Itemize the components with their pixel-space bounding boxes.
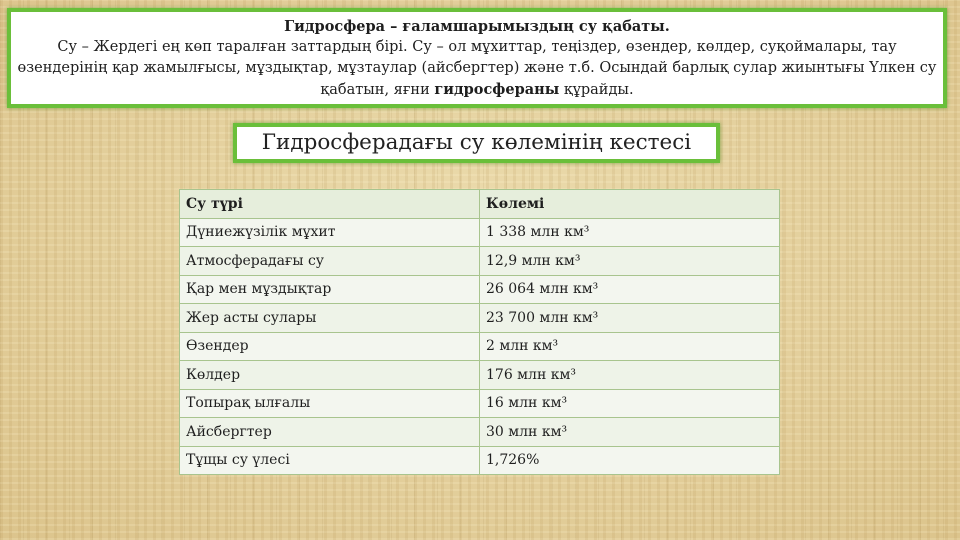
water-type-cell: Дүниежүзілік мұхит xyxy=(180,218,480,247)
volume-cell: 1 338 млн км³ xyxy=(480,218,780,247)
water-type-cell: Көлдер xyxy=(180,361,480,390)
water-type-cell: Топырақ ылғалы xyxy=(180,389,480,418)
table-row xyxy=(180,304,780,333)
volume-cell: 12,9 млн км³ xyxy=(480,247,780,276)
intro-body-text: Су – Жердегі ең көп таралған заттардың бірі. Су – ол мұхиттар, теңіздер, өзендер, көлдер, суқоймалары, тау өзендерінің қар жамылғысы, мұздықтар, мұзтаулар (айсбергтер) және т.б. Осындай барлық сулар жиынтығы Үлкен су қабатын, яғни xyxy=(17,39,937,98)
volume-cell: 176 млн км³ xyxy=(480,361,780,390)
intro-text-box xyxy=(7,8,947,108)
table-title: Гидросферадағы су көлемінің кестесі xyxy=(233,123,720,163)
volume-cell: 2 млн км³ xyxy=(480,332,780,361)
table-row xyxy=(180,247,780,276)
volume-cell: 16 млн км³ xyxy=(480,389,780,418)
water-volume-table xyxy=(179,189,780,475)
header-volume: Көлемі xyxy=(480,190,780,219)
table-row xyxy=(180,389,780,418)
header-water-type: Су түрі xyxy=(180,190,480,219)
table-row xyxy=(180,332,780,361)
intro-body xyxy=(17,37,937,101)
volume-cell: 23 700 млн км³ xyxy=(480,304,780,333)
intro-title: Гидросфера – ғаламшарымыздың су қабаты. xyxy=(284,18,670,35)
table-row xyxy=(180,446,780,475)
table-row xyxy=(180,418,780,447)
water-type-cell: Айсбергтер xyxy=(180,418,480,447)
water-type-cell: Қар мен мұздықтар xyxy=(180,275,480,304)
intro-body-bold-term: гидросфераны xyxy=(434,81,560,98)
volume-cell: 30 млн км³ xyxy=(480,418,780,447)
intro-body-ending: құрайды. xyxy=(559,82,634,98)
water-type-cell: Жер асты сулары xyxy=(180,304,480,333)
water-type-cell: Өзендер xyxy=(180,332,480,361)
water-type-cell: Тұщы су үлесі xyxy=(180,446,480,475)
water-type-cell: Атмосферадағы су xyxy=(180,247,480,276)
table-row xyxy=(180,361,780,390)
volume-cell: 1,726% xyxy=(480,446,780,475)
volume-cell: 26 064 млн км³ xyxy=(480,275,780,304)
table-header-row xyxy=(180,190,780,219)
table-row xyxy=(180,218,780,247)
table-row xyxy=(180,275,780,304)
